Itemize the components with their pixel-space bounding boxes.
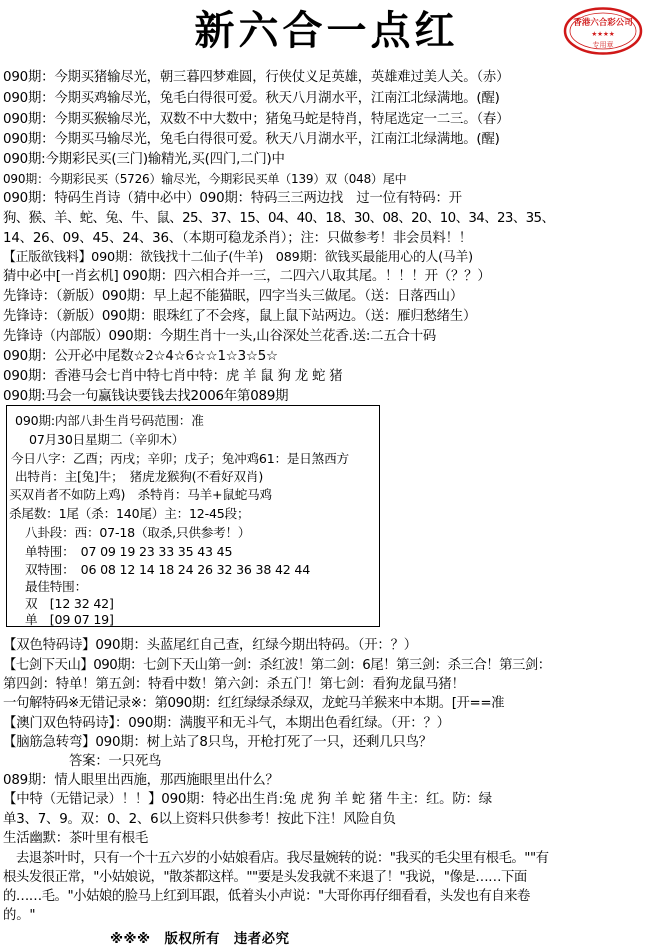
box-line: 出特肖：主[兔]牛； 猪虎龙猴狗(不看好双肖) xyxy=(15,469,264,484)
text-line: 090期：特码生肖诗（猜中必中）090期：特码三三两边找 过一位有特码：开 xyxy=(3,191,462,206)
text-line: 090期：今期买鸡输尽光，兔毛白得很可爱。秋天八月湖水平，江南江北绿满地。(醒) xyxy=(3,91,500,106)
box-line: 双特围： 06 08 12 14 18 24 26 32 36 38 42 44 xyxy=(25,562,311,577)
text-line: 狗、猴、羊、蛇、兔、牛、鼠、25、37、15、04、40、18、30、08、20、10、34、23、35、 xyxy=(3,211,555,226)
box-line: 杀尾数：1尾（杀：140尾）主：12-45段； xyxy=(9,506,250,521)
text-line: 【双色特码诗】090期：头蓝尾红自己查，红绿今期出特码。（开：？） xyxy=(3,638,417,653)
text-line: 14、26、09、45、24、36、（本期可稳龙杀肖）；注：只做参考！非会员料！！ xyxy=(3,231,472,246)
text-line: 090期：今期买猪输尽光，朝三暮四梦难圆，行侠仗义足英雄，英雄难过美人关。（赤） xyxy=(3,70,510,85)
text-line: 090期：公开必中尾数☆2☆4☆6☆☆1☆3☆5☆ xyxy=(3,349,278,364)
text-line: 生活幽默：茶叶里有根毛 xyxy=(3,831,149,846)
svg-text:专用章: 专用章 xyxy=(592,41,614,49)
svg-text:香港六合彩公司: 香港六合彩公司 xyxy=(573,18,633,28)
box-line: 双 [12 32 42] xyxy=(25,596,114,611)
text-line: 090期:马会一句赢钱诀要钱去找2006年第089期 xyxy=(3,389,289,404)
company-seal-stamp xyxy=(563,6,643,56)
text-line: 090期：今期买猴输尽光，双数不中大数中；猪兔马蛇是特肖，特尾选定一二三。（春） xyxy=(3,112,510,127)
text-line: 答案：一只死鸟 xyxy=(3,754,162,769)
text-line: 去退茶叶时，只有一个十五六岁的小姑娘看店。我尽量婉转的说："我买的毛尖里有根毛。""有 xyxy=(3,851,549,866)
text-line: 单3、7、9。双：0、2、6以上资料只供参考！按此下注！风险自负 xyxy=(3,812,396,827)
box-line: 最佳特围： xyxy=(25,579,87,594)
text-line: 猜中必中[一肖玄机] 090期：四六相合并一三，二四六八取其尾。！！！开（？？） xyxy=(3,269,491,284)
text-line: 先锋诗（内部版）090期：今期生肖十一头,山谷深处兰花香.送:二五合十码 xyxy=(3,329,437,344)
text-line: 第四剑：特单！第五剑：特看中数！第六剑：杀五门！第七剑：看狗龙鼠马猪！ xyxy=(3,677,465,692)
svg-text:★★★★: ★★★★ xyxy=(591,30,615,38)
box-line: 今日八字：乙酉；丙戌；辛卯；戊子；兔冲鸡61：是日煞西方 xyxy=(11,451,349,466)
text-line: 090期：今期彩民买（5726）输尽光，今期彩民买单（139）双（048）尾中 xyxy=(3,172,407,186)
text-line: 090期：香港马会七肖中特七肖中特：虎 羊 鼠 狗 龙 蛇 猪 xyxy=(3,369,343,384)
box-line: 090期:内部八卦生肖号码范围：准 xyxy=(15,413,204,428)
text-line: 090期：今期买马输尽光，兔毛白得很可爱。秋天八月湖水平，江南江北绿满地。(醒) xyxy=(3,132,500,147)
text-line: 【正版欲钱料】090期：欲钱找十二仙子(牛羊) 089期：欲钱买最能用心的人(马羊) xyxy=(3,250,473,265)
text-line: 089期：情人眼里出西施，那西施眼里出什么？ xyxy=(3,773,279,788)
text-line: 先锋诗：（新版）090期：早上起不能猫眠，四字当头三做尾。（送：日落西山） xyxy=(3,289,464,304)
box-line: 八卦段：西：07-18（取杀,只供参考！） xyxy=(25,525,251,540)
bagua-zodiac-box xyxy=(6,405,380,627)
text-line: 【脑筋急转弯】090期：树上站了8只鸟，开枪打死了一只，还剩几只鸟？ xyxy=(3,735,432,750)
text-line: 【七剑下天山】090期：七剑下天山第一剑：杀红波！第二剑：6尾！第三剑：杀三合！第三剑： xyxy=(3,658,551,673)
copyright-footer: ※※※ 版权所有 违者必究 xyxy=(110,932,290,947)
text-line: 090期:今期彩民买(三门)输精光,买(四门,二门)中 xyxy=(3,152,285,167)
text-line: 根头发很正常，"小姑娘说，"散茶都这样。""要是头发我就不来退了！"我说，"像是……下面 xyxy=(3,870,527,885)
page-title: 新六合一点红 xyxy=(194,7,459,54)
box-line: 单 [09 07 19] xyxy=(25,612,114,627)
text-line: 先锋诗：（新版）090期：眼珠红了不会疼，鼠上鼠下站两边。（送：雁归愁绪生） xyxy=(3,309,477,324)
box-line: 07月30日星期二（辛卯木） xyxy=(29,432,185,447)
text-line: 【澳门双色特码诗】：090期：满腹平和无斗气，本期出色看红绿。（开：？） xyxy=(3,716,450,731)
box-line: 买双肖者不如防上鸡) 杀特肖：马羊+鼠蛇马鸡 xyxy=(9,487,272,502)
box-line: 单特围： 07 09 19 23 33 35 43 45 xyxy=(25,544,233,559)
text-line: 的。" xyxy=(3,908,36,923)
text-line: 【中特（无错记录）！！】090期：特必出生肖:兔 虎 狗 羊 蛇 猪 牛主：红。防：绿 xyxy=(3,792,492,807)
text-line: 的……毛。"小姑娘的脸马上红到耳跟，低着头小声说："大哥你再仔细看看，头发也有自来卷 xyxy=(3,889,530,904)
text-line: 一句解特码※无错记录※：第090期：红红绿绿杀绿双，龙蛇马羊猴来中本期。[开==准 xyxy=(3,696,505,711)
